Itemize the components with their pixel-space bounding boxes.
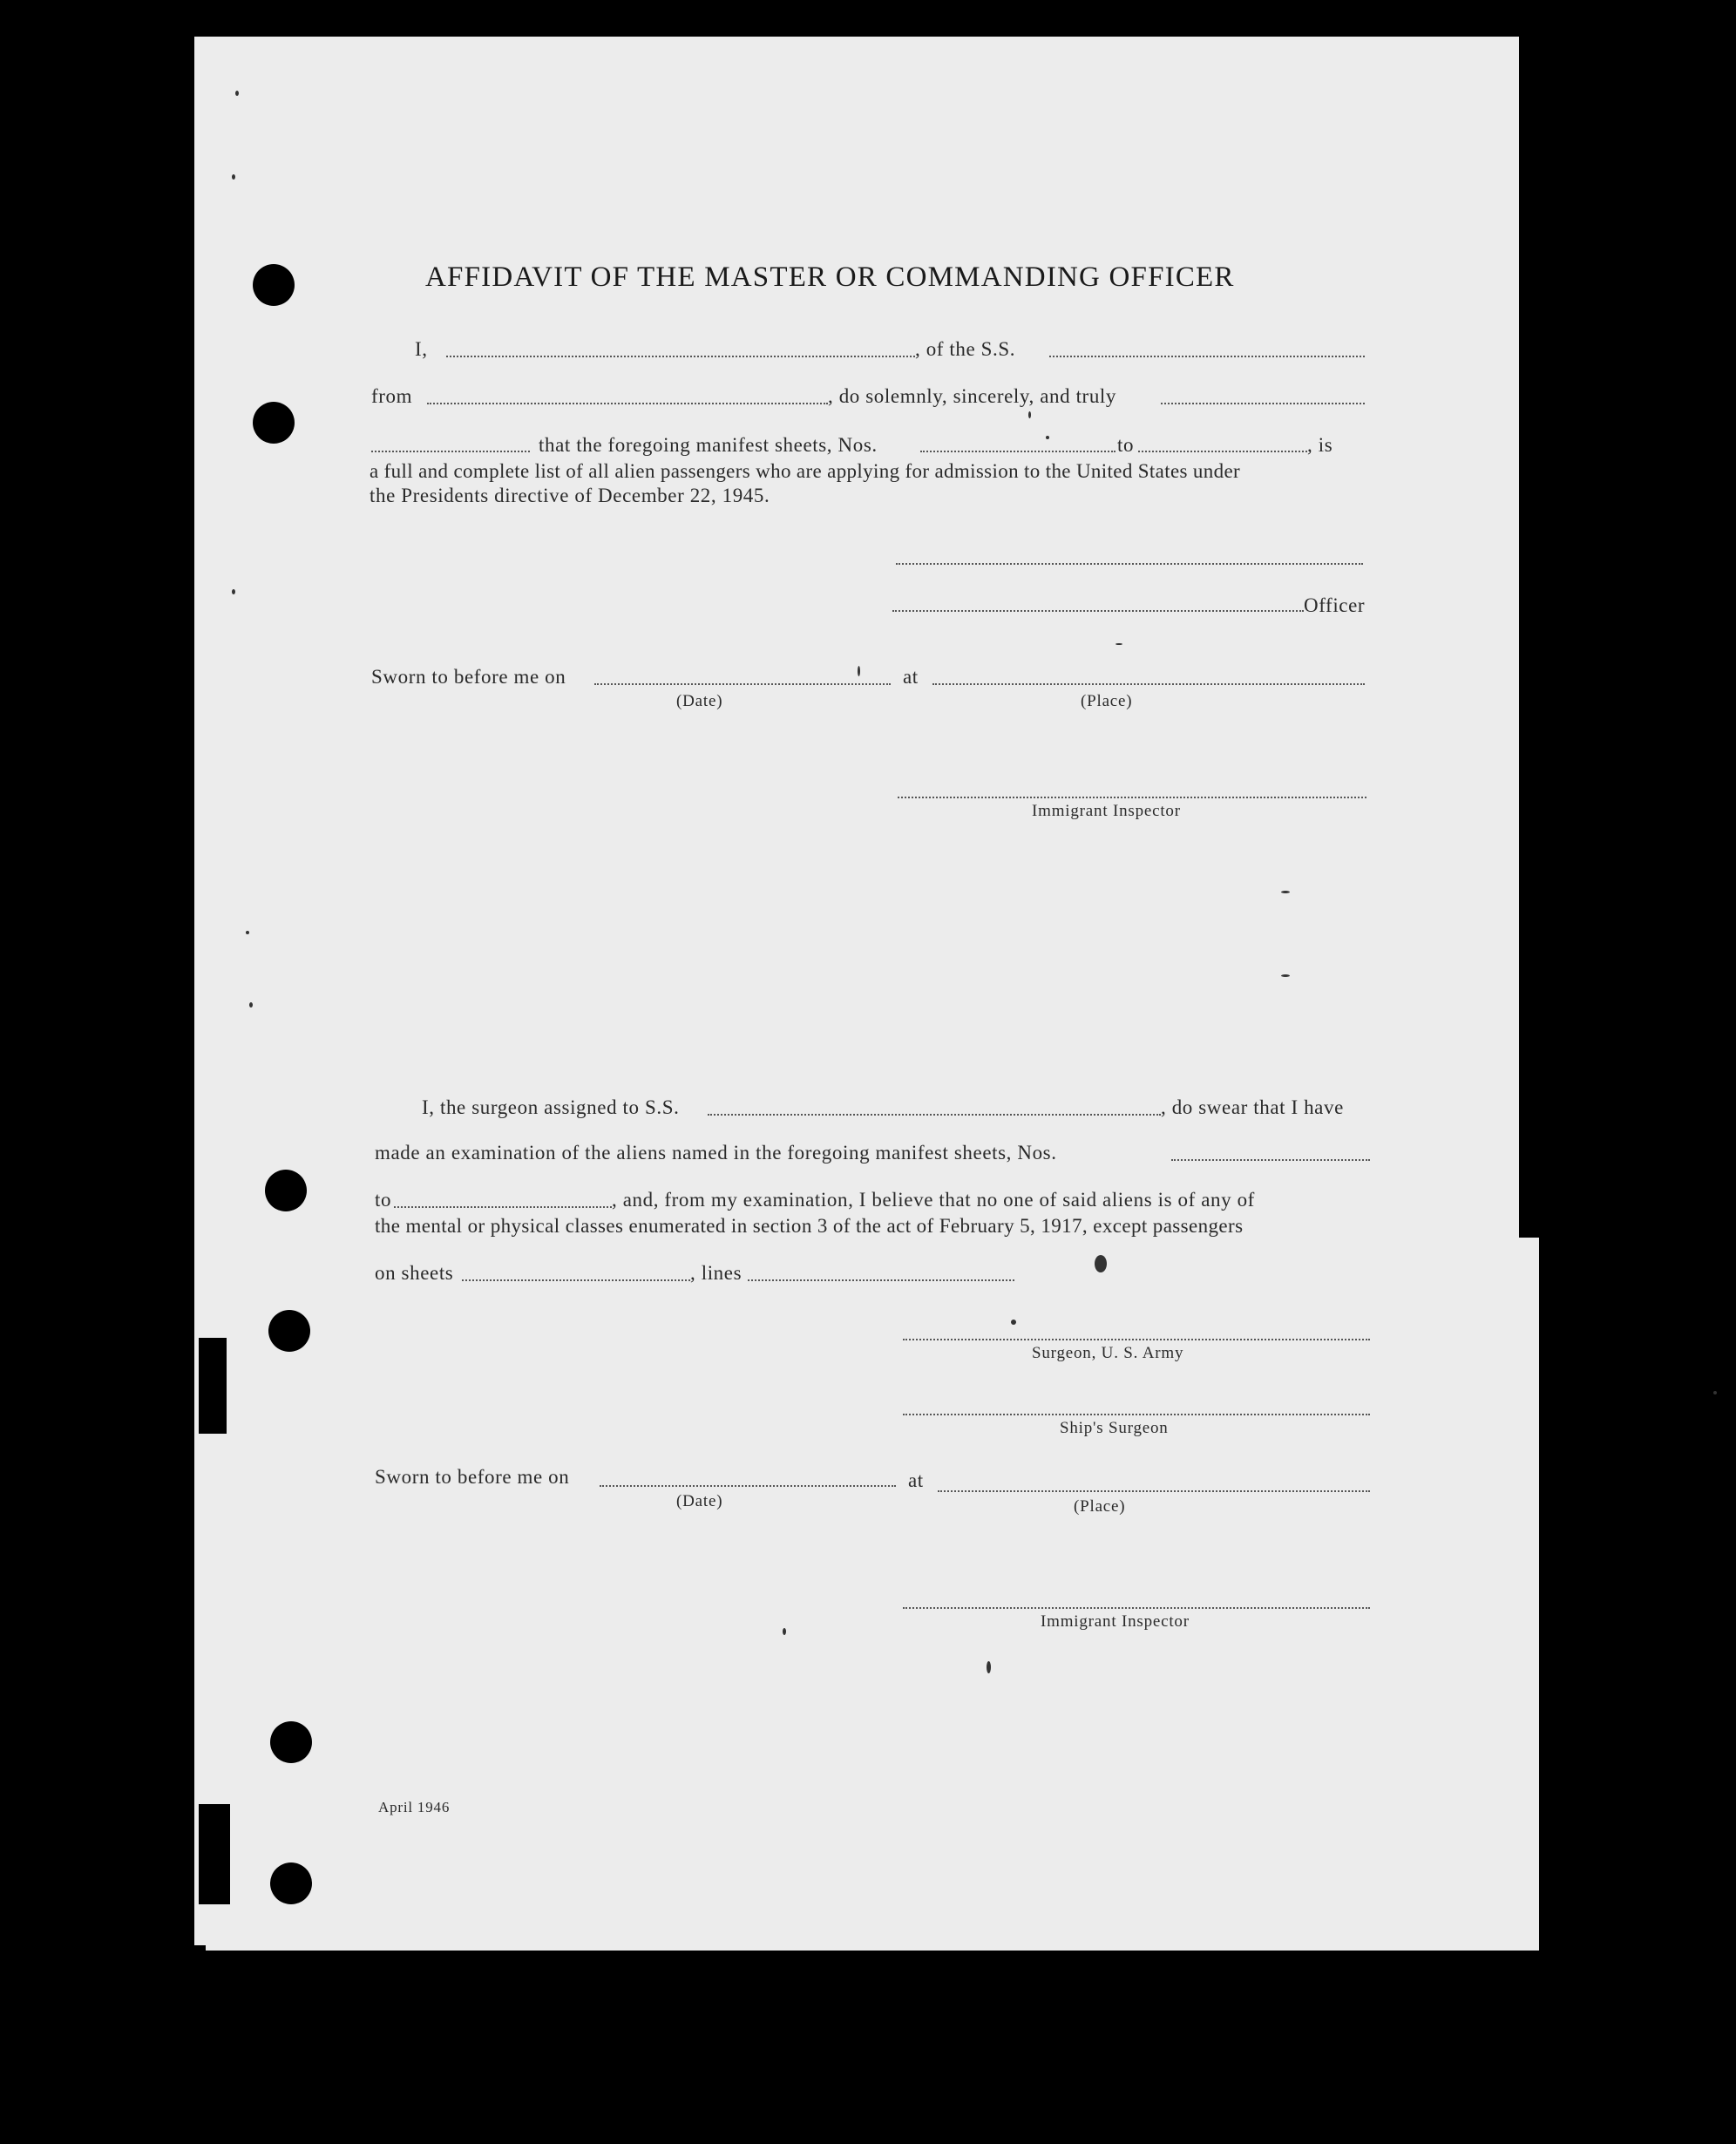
torn-edge [199,1804,230,1904]
surgeon-label-a: I, the surgeon assigned to S.S. [422,1096,680,1118]
scan-speck [232,589,235,594]
master-paragraph-line: the Presidents directive of December 22, 1945. [370,485,770,506]
master-paragraph-line: a full and complete list of all alien passengers who are applying for admission to the United States under [370,460,1241,482]
label-solemnly: , do solemnly, sincerely, and truly [828,385,1117,407]
sworn-date-field[interactable] [594,683,891,685]
scan-speck [249,1002,253,1008]
label-is: , is [1307,434,1333,456]
surgeon-label-b: , do swear that I have [1161,1096,1344,1118]
ships-surgeon-signature-line[interactable] [903,1414,1370,1415]
ships-surgeon-caption: Ship's Surgeon [1060,1419,1169,1437]
oath-type-field-cont[interactable] [371,451,530,452]
officer-signature-line-2[interactable] [892,610,1304,612]
surgeon-sheet-to-field[interactable] [394,1206,612,1208]
scan-speck [1028,411,1031,418]
scan-speck [1046,436,1049,439]
surgeon-paragraph-line: the mental or physical classes enumerated in section 3 of the act of February 5, 1917, except passengers [375,1215,1244,1237]
sworn-place-field[interactable] [932,683,1365,685]
date-caption: (Date) [676,692,723,710]
surgeon-inspector-caption: Immigrant Inspector [1041,1612,1190,1631]
surgeon-sworn-label: Sworn to before me on [375,1466,570,1488]
surgeon-place-caption: (Place) [1074,1497,1126,1516]
binder-hole [270,1862,312,1904]
surgeon-at-label: at [908,1469,924,1491]
sheet-from-field[interactable] [920,451,1116,452]
at-label: at [903,666,919,688]
from-port-field[interactable] [427,403,828,404]
surgeon-date-caption: (Date) [676,1492,723,1510]
place-caption: (Place) [1081,692,1133,710]
army-surgeon-signature-line[interactable] [903,1339,1370,1340]
sworn-label: Sworn to before me on [371,666,566,688]
scan-speck [858,666,860,676]
binder-hole [265,1170,307,1211]
scan-speck [1095,1255,1107,1272]
scan-speck [1116,643,1122,645]
scan-speck [1281,974,1290,977]
sheet-to-field[interactable] [1138,451,1307,452]
surgeon-label-to: to [375,1189,392,1211]
label-to: to [1117,434,1135,456]
binder-hole [268,1310,310,1352]
binder-hole [253,264,295,306]
binder-hole [270,1721,312,1763]
scan-speck [1281,891,1290,893]
label-of-ss: , of the S.S. [915,338,1016,360]
surgeon-label-lines: , lines [690,1262,743,1284]
scan-speck [1713,1391,1717,1394]
except-sheets-field[interactable] [462,1279,690,1281]
label-manifest-sheets: that the foregoing manifest sheets, Nos. [539,434,878,456]
oath-type-field[interactable] [1161,403,1365,404]
label-from: from [371,385,413,407]
scan-speck [783,1628,786,1635]
scan-speck [1011,1320,1016,1325]
binder-hole [253,402,295,444]
inspector-caption: Immigrant Inspector [1032,802,1181,820]
surgeon-paragraph-line: made an examination of the aliens named in the foregoing manifest sheets, Nos. [375,1142,1057,1164]
master-name-field[interactable] [446,356,915,357]
surgeon-label-sheets: on sheets [375,1262,454,1284]
army-surgeon-caption: Surgeon, U. S. Army [1032,1344,1184,1362]
surgeon-paragraph-line: , and, from my examination, I believe that no one of said aliens is of any of [612,1189,1255,1211]
scan-speck [232,174,235,180]
surgeon-sworn-place-field[interactable] [938,1490,1370,1492]
scan-speck [235,91,239,96]
surgeon-inspector-signature-line[interactable] [903,1607,1370,1609]
scan-speck [246,931,249,934]
surgeon-ship-field[interactable] [708,1114,1161,1116]
officer-label: Officer [1304,594,1366,616]
scan-speck [987,1661,991,1673]
except-lines-field[interactable] [748,1279,1014,1281]
surgeon-sheet-from-field[interactable] [1171,1159,1370,1161]
form-date: April 1946 [378,1799,451,1815]
inspector-signature-line[interactable] [898,797,1366,798]
surgeon-sworn-date-field[interactable] [600,1485,896,1487]
ship-name-field[interactable] [1049,356,1365,357]
label-i: I, [415,338,428,360]
form-page-lower [206,1238,1539,1951]
officer-signature-line[interactable] [896,563,1363,565]
torn-edge [199,1338,227,1434]
page-title: AFFIDAVIT OF THE MASTER OR COMMANDING OFFICER [425,261,1235,293]
